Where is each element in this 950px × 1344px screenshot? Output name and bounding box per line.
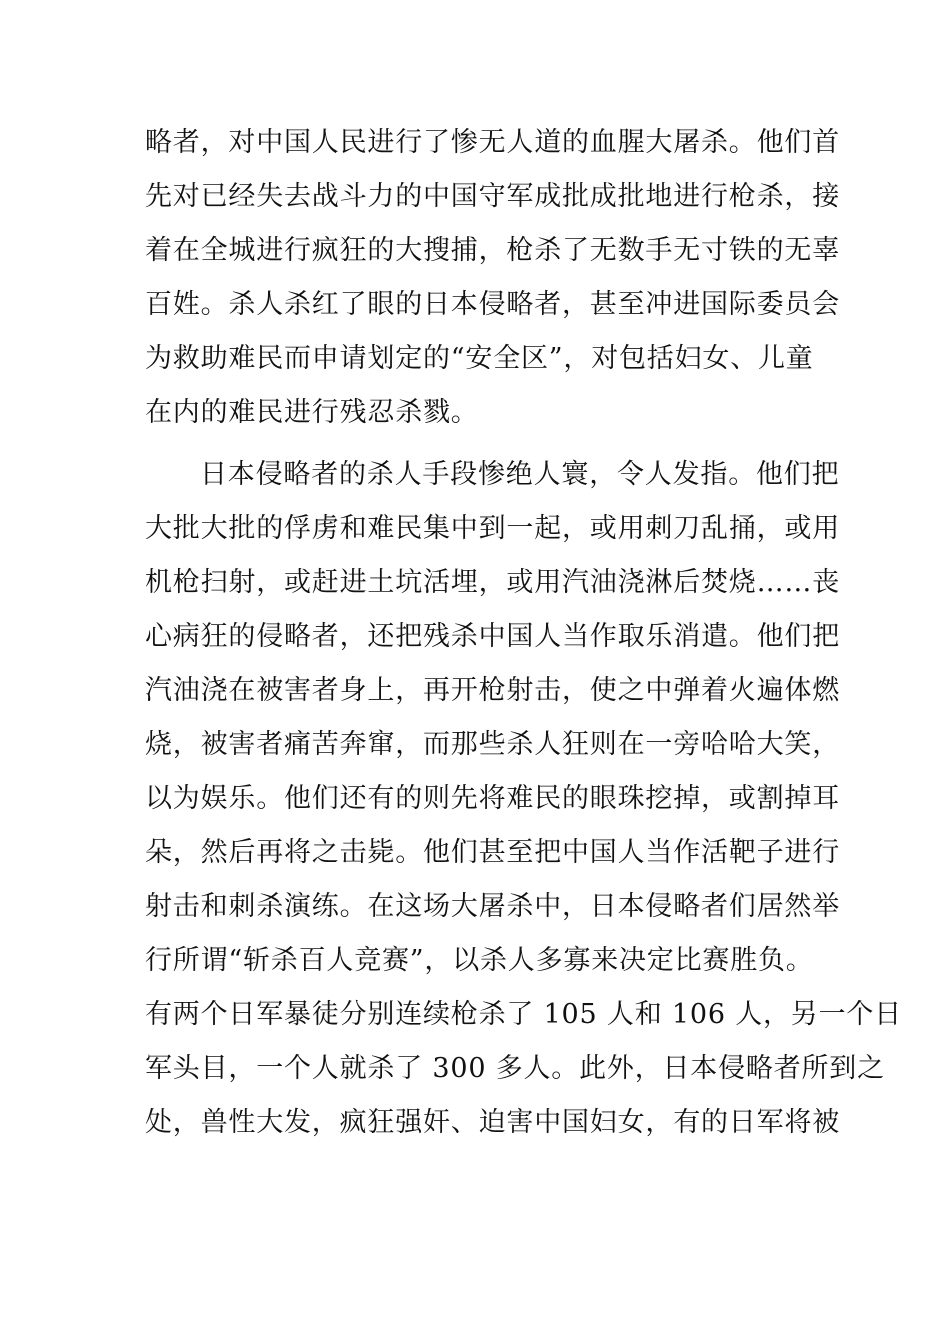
text-line: 射击和刺杀演练。在这场大屠杀中，日本侵略者们居然举: [145, 891, 840, 922]
text-line: 日本侵略者的杀人手段惨绝人寰，令人发指。他们把: [200, 459, 840, 490]
text-line: 为救助难民而申请划定的“安全区”，对包括妇女、儿童: [145, 343, 814, 374]
paragraph-1: [145, 116, 840, 440]
text-line: 大批大批的俘虏和难民集中到一起，或用刺刀乱捅，或用: [145, 513, 840, 544]
text-line: 有两个日军暴徒分别连续枪杀了 105 人和 106 人，另一个日: [145, 999, 902, 1030]
text-line: 汽油浇在被害者身上，再开枪射击，使之中弹着火遍体燃: [145, 675, 840, 706]
paragraph-2: [145, 448, 902, 1150]
text-line: 着在全城进行疯狂的大搜捕，枪杀了无数手无寸铁的无辜: [145, 235, 840, 266]
text-line: 烧，被害者痛苦奔窜，而那些杀人狂则在一旁哈哈大笑，: [145, 729, 840, 760]
text-line: 机枪扫射，或赶进土坑活埋，或用汽油浇淋后焚烧……丧: [145, 567, 840, 598]
text-line: 在内的难民进行残忍杀戮。: [145, 397, 479, 428]
text-line: 以为娱乐。他们还有的则先将难民的眼珠挖掉，或割掉耳: [145, 783, 840, 814]
text-line: 心病狂的侵略者，还把残杀中国人当作取乐消遣。他们把: [145, 621, 840, 652]
text-line: 百姓。杀人杀红了眼的日本侵略者，甚至冲进国际委员会: [145, 289, 840, 320]
text-line: 军头目，一个人就杀了 300 多人。此外，日本侵略者所到之: [145, 1053, 885, 1084]
paragraph-gap: [145, 440, 810, 448]
body-text: [145, 116, 902, 1150]
text-line: 行所谓“斩杀百人竞赛”，以杀人多寡来决定比赛胜负。: [145, 945, 814, 976]
text-line: 先对已经失去战斗力的中国守军成批成批地进行枪杀，接: [145, 181, 840, 212]
text-line: 朵，然后再将之击毙。他们甚至把中国人当作活靶子进行: [145, 837, 840, 868]
text-line: 略者，对中国人民进行了惨无人道的血腥大屠杀。他们首: [145, 127, 840, 158]
text-line: 处，兽性大发，疯狂强奸、迫害中国妇女，有的日军将被: [145, 1107, 840, 1138]
